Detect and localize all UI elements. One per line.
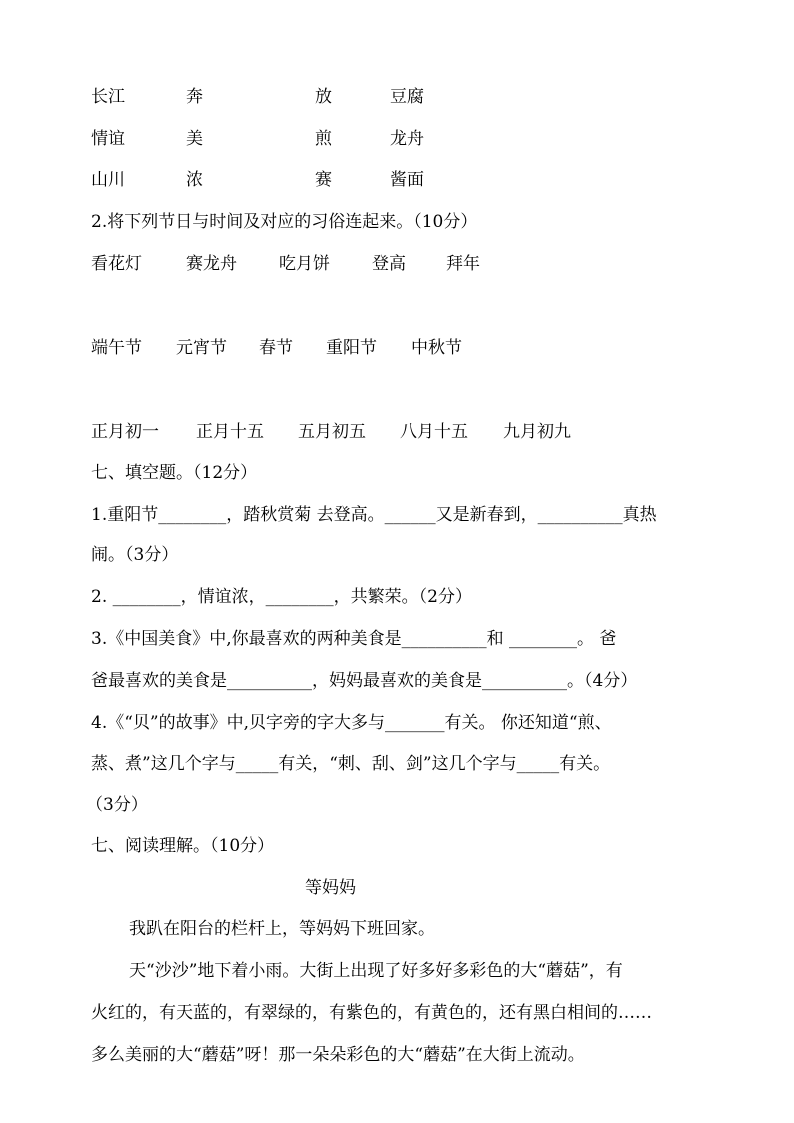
reading-paragraph-2-line-1: 天“沙沙”地下着小雨。大街上出现了好多好多彩色的大“蘑菇”，有	[129, 961, 623, 981]
festival-item: 重阳节	[326, 338, 377, 358]
word-cell: 浓	[186, 170, 203, 190]
question-prompt: 2.将下列节日与时间及对应的习俗连起来。（10分）	[91, 212, 478, 232]
fill-question-1-line-2: 闹。（3分）	[91, 545, 179, 565]
fill-question-3-line-2: 爸最喜欢的美食是__________，妈妈最喜欢的美食是__________。（4分）	[91, 671, 638, 691]
word-cell: 龙舟	[390, 129, 424, 149]
custom-item: 登高	[372, 254, 406, 274]
custom-item: 看花灯	[91, 254, 142, 274]
date-item: 正月初一	[91, 422, 159, 442]
word-cell: 酱面	[390, 170, 424, 190]
festival-item: 元宵节	[176, 338, 227, 358]
section-heading-fill: 七、填空题。（12分）	[91, 463, 258, 483]
custom-item: 吃月饼	[279, 254, 330, 274]
date-item: 九月初九	[503, 422, 571, 442]
date-item: 五月初五	[298, 422, 366, 442]
word-cell: 煎	[315, 129, 332, 149]
custom-item: 拜年	[446, 254, 480, 274]
word-cell: 奔	[186, 87, 203, 107]
fill-question-4-line-2: 蒸、煮”这几个字与_____有关，“刺、刮、剑”这几个字与_____有关。	[91, 754, 611, 774]
festival-item: 端午节	[91, 338, 142, 358]
word-cell: 赛	[315, 170, 332, 190]
festival-item: 中秋节	[411, 338, 462, 358]
date-item: 正月十五	[196, 422, 264, 442]
word-cell: 山川	[91, 170, 125, 190]
word-cell: 情谊	[91, 129, 125, 149]
fill-question-3-line-1: 3.《中国美食》中,你最喜欢的两种美食是__________和 ________。 爸	[91, 629, 617, 649]
reading-paragraph-2-line-2: 火红的，有天蓝的，有翠绿的，有紫色的，有黄色的，还有黑白相间的……	[91, 1003, 652, 1023]
fill-question-1-line-1: 1.重阳节________，踏秋赏菊 去登高。______又是新春到，__________真热	[91, 505, 657, 525]
date-item: 八月十五	[400, 422, 468, 442]
custom-item: 赛龙舟	[186, 254, 237, 274]
fill-question-2: 2. ________，情谊浓，________，共繁荣。（2分）	[91, 587, 472, 607]
reading-paragraph-1: 我趴在阳台的栏杆上，等妈妈下班回家。	[129, 919, 435, 939]
word-cell: 放	[315, 87, 332, 107]
word-cell: 豆腐	[390, 87, 424, 107]
reading-paragraph-2-line-3: 多么美丽的大“蘑菇”呀！那一朵朵彩色的大“蘑菇”在大街上流动。	[91, 1045, 585, 1065]
section-heading-reading: 七、阅读理解。（10分）	[91, 836, 275, 856]
word-cell: 长江	[91, 87, 125, 107]
fill-question-4-line-3: （3分）	[86, 795, 148, 815]
fill-question-4-line-1: 4.《“贝”的故事》中,贝字旁的字大多与_______有关。 你还知道“煎、	[91, 713, 612, 733]
word-cell: 美	[186, 129, 203, 149]
reading-title: 等妈妈	[305, 878, 356, 898]
festival-item: 春节	[259, 338, 293, 358]
